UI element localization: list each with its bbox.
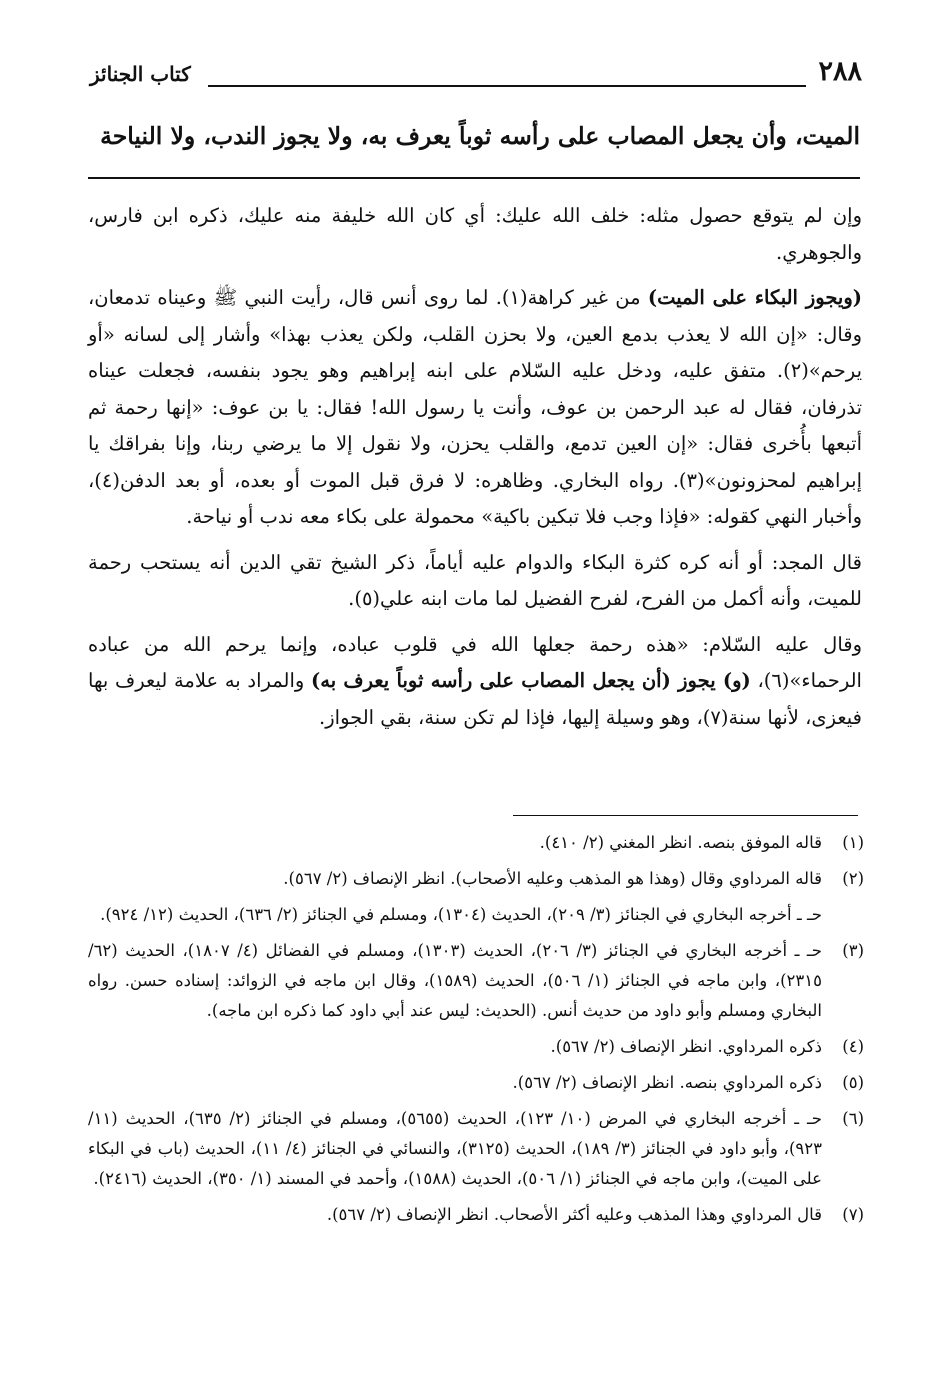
paragraph-text: وقال عليه السّلام: «هذه رحمة جعلها الله في قلوب عباده، وإنما يرحم الله من عباده الرحماء»(٦)، [88, 632, 862, 692]
footnote-text: حـ ـ أخرجه البخاري في المرض (١٠/ ١٢٣)، الحديث (٥٦٥٥)، ومسلم في الجنائز (٢/ ٦٣٥)، الحديث (١١/ ٩٢٣)، وأبو داود في الجنائز (٣/ ١٨٩)، الحديث (٣١٢٥)، والنسائي في الجنائز (٤/ ١١)، الحديث (باب في البكاء على الميت)، وابن ماجه في الجنائز (١/ ٥٠٦)، الحديث (١٥٨٨)، وأحمد في المسند (١/ ٣٥٠)، الحديث (٢٤١٦). [88, 1109, 822, 1188]
matn-quote: (و) يجوز (أن يجعل المصاب على رأسه ثوباً يعرف به) [311, 669, 751, 692]
footnote-number: (٦) [842, 1109, 864, 1128]
paragraph-text: من غير كراهة(١). لما روى أنس قال، رأيت النبي ﷺ وعيناه تدمعان، وقال: «إن الله لا يعذب بدمع العين، ولا بحزن القلب، ولكن يعذب بهذا» وأشار إلى لسانه «أو يرحم»(٢). متفق عليه، ودخل عليه السّلام على ابنه إبراهيم وهو يجود بنفسه، فجعلت عيناه تذرفان، فقال له عبد الرحمن بن عوف، وأنت يا رسول الله! فقال: يا بن عوف: «إنها رحمة ثم أتبعها بأُخرى فقال: «إن العين تدمع، والقلب يحزن، ولا نقول إلا ما يرضي ربنا، وإنا بفراقك يا إبراهيم لمحزونون»(٣). رواه البخاري. وظاهره: لا فرق قبل الموت أو بعده، أو بعد الدفن(٤)، وأخبار النهي كقوله: «فإذا وجب فلا تبكين باكية» محمولة على بكاء معه ندب أو نياحة. [88, 286, 862, 528]
footnote-text: ذكره المرداوي. انظر الإنصاف (٢/ ٥٦٧). [550, 1037, 822, 1056]
commentary-paragraph-1: وإن لم يتوقع حصول مثله: خلف الله عليك: أي كان الله خليفة منه عليك، ذكره ابن فارس، والجوهري. [88, 204, 862, 264]
footnote-4 [88, 1032, 864, 1062]
commentary-paragraph-4 [88, 627, 862, 737]
footnote-text: حـ ـ أخرجه البخاري في الجنائز (٣/ ٢٠٩)، الحديث (١٣٠٤)، ومسلم في الجنائز (٢/ ٦٣٦)، الحديث (١٢/ ٩٢٤). [100, 905, 822, 924]
footnotes [88, 828, 864, 1236]
paragraph-text: والمراد به علامة ليعرف بها فيعزى، لأنها سنة(٧)، وهو وسيلة إليها، فإذا لم تكن سنة، بقي الجواز. [88, 669, 862, 729]
footnote-text: قاله المرداوي وقال (وهذا هو المذهب وعليه الأصحاب). انظر الإنصاف (٢/ ٥٦٧). [283, 869, 822, 888]
footnote-6 [88, 1104, 864, 1194]
footnote-number: (٧) [842, 1205, 864, 1224]
chapter-title: كتاب الجنائز [90, 62, 191, 86]
footnote-text: قال المرداوي وهذا المذهب وعليه أكثر الأصحاب. انظر الإنصاف (٢/ ٥٦٧). [326, 1205, 822, 1224]
header-rule [208, 85, 806, 87]
page-header [90, 56, 862, 96]
footnote-divider [513, 815, 858, 816]
footnote-number: (٤) [842, 1037, 864, 1056]
footnote-3 [88, 936, 864, 1026]
footnote-1 [88, 828, 864, 858]
footnote-text: حـ ـ أخرجه البخاري في الجنائز (٣/ ٢٠٦)، الحديث (١٣٠٣)، ومسلم في الفضائل (٤/ ١٨٠٧)، الحديث (٦٢/ ٢٣١٥)، وابن ماجه في الجنائز (١/ ٥٠٦)، الحديث (١٥٨٩)، وقال ابن ماجه في الزوائد: إسناده حسن. رواه البخاري ومسلم وأبو داود من حديث أنس. (الحديث: ليس عند أبي داود كما ذكره ابن ماجه). [88, 941, 822, 1020]
footnote-2-continuation [88, 900, 864, 930]
footnote-text: ذكره المرداوي بنصه. انظر الإنصاف (٢/ ٥٦٧). [512, 1073, 822, 1092]
footnote-number: (٥) [842, 1073, 864, 1092]
footnote-text: قاله الموفق بنصه. انظر المغني (٢/ ٤١٠). [539, 833, 822, 852]
footnote-2 [88, 864, 864, 894]
footnote-number: (٣) [842, 941, 864, 960]
footnote-number: (١) [842, 833, 864, 852]
footnote-number: (٢) [842, 869, 864, 888]
commentary-paragraph-2 [88, 280, 862, 536]
commentary-body [88, 198, 862, 745]
matn-quote: (ويجوز البكاء على الميت) [647, 286, 863, 309]
footnote-7 [88, 1200, 864, 1230]
page-number: ٢٨٨ [818, 56, 862, 87]
footnote-5 [88, 1068, 864, 1098]
commentary-paragraph-3: قال المجد: أو أنه كره كثرة البكاء والدوام عليه أياماً، ذكر الشيخ تقي الدين أنه يستحب رحمة للميت، وأنه أكمل من الفرح، لفرح الفضيل لما مات ابنه علي(٥). [88, 550, 862, 610]
matn-line: الميت، وأن يجعل المصاب على رأسه ثوباً يعرف به، ولا يجوز الندب، ولا النياحة [100, 122, 860, 150]
matn-divider [88, 177, 860, 179]
